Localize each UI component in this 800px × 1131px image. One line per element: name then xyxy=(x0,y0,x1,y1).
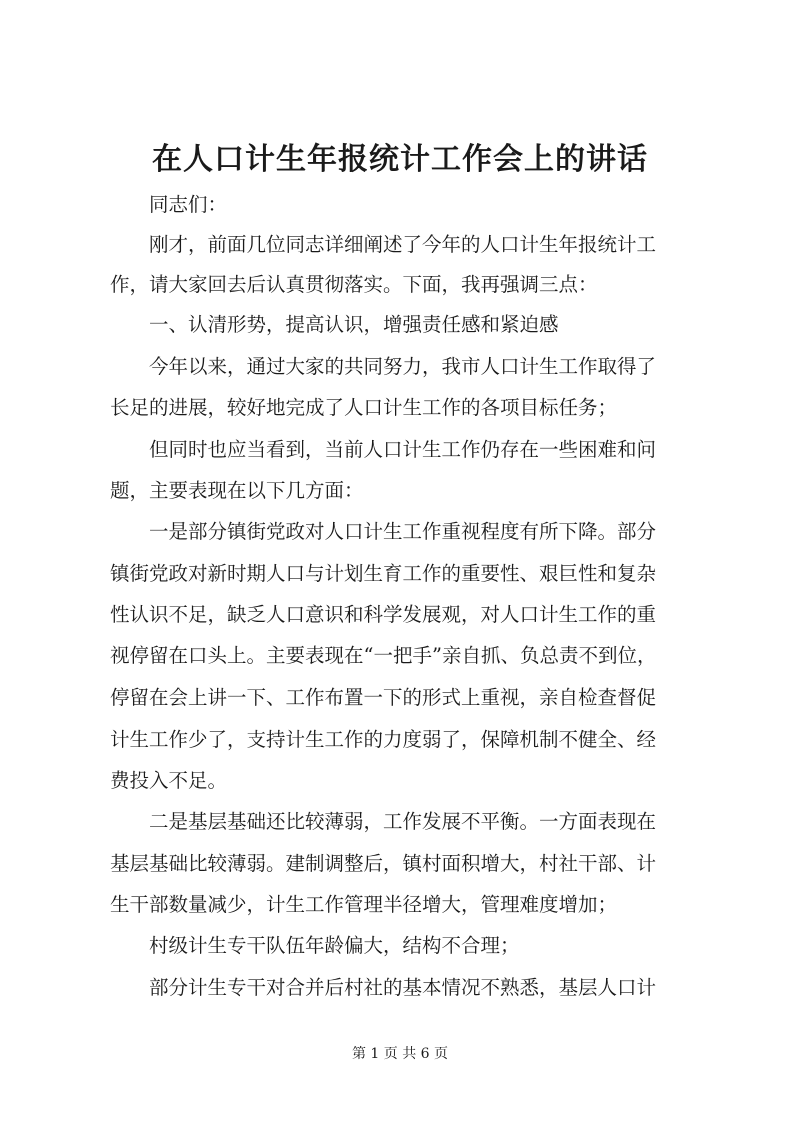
body-line: 部分计生专干对合并后村社的基本情况不熟悉，基层人口计 xyxy=(110,976,657,999)
body-line: 镇街党政对新时期人口与计划生育工作的重要性、艰巨性和复杂 xyxy=(110,562,657,585)
body-line: 作，请大家回去后认真贯彻落实。下面，我再强调三点： xyxy=(110,273,598,296)
body-line: 题，主要表现在以下几方面： xyxy=(110,479,364,502)
page-number: 第 1 页 共 6 页 xyxy=(351,1046,449,1062)
body-line: 二是基层基础还比较薄弱，工作发展不平衡。一方面表现在 xyxy=(110,810,657,833)
body-line: 但同时也应当看到，当前人口计生工作仍存在一些困难和问 xyxy=(110,438,657,461)
body-line: 村级计生专干队伍年龄偏大，结构不合理； xyxy=(110,934,520,957)
body-line: 长足的进展，较好地完成了人口计生工作的各项目标任务； xyxy=(110,396,618,419)
document-title: 在人口计生年报统计工作会上的讲话 xyxy=(152,142,648,177)
body-line: 停留在会上讲一下、工作布置一下的形式上重视，亲自检查督促 xyxy=(110,686,657,709)
body-line: 一是部分镇街党政对人口计生工作重视程度有所下降。部分 xyxy=(110,520,657,543)
body-line: 费投入不足。 xyxy=(110,769,228,792)
body-line: 视停留在口头上。主要表现在“一把手”亲自抓、负总责不到位， xyxy=(110,644,657,667)
body-line: 计生工作少了，支持计生工作的力度弱了，保障机制不健全、经 xyxy=(110,728,657,751)
body-line: 性认识不足，缺乏人口意识和科学发展观，对人口计生工作的重 xyxy=(110,603,657,626)
body-line: 一、认清形势，提高认识，增强责任感和紧迫感 xyxy=(110,313,559,336)
body-line: 刚才，前面几位同志详细阐述了今年的人口计生年报统计工 xyxy=(110,233,657,256)
body-line: 生干部数量减少，计生工作管理半径增大，管理难度增加； xyxy=(110,893,618,916)
body-line: 今年以来，通过大家的共同努力，我市人口计生工作取得了 xyxy=(110,355,657,378)
body-line: 同志们： xyxy=(110,193,228,216)
body-line: 基层基础比较薄弱。建制调整后，镇村面积增大，村社干部、计 xyxy=(110,852,657,875)
